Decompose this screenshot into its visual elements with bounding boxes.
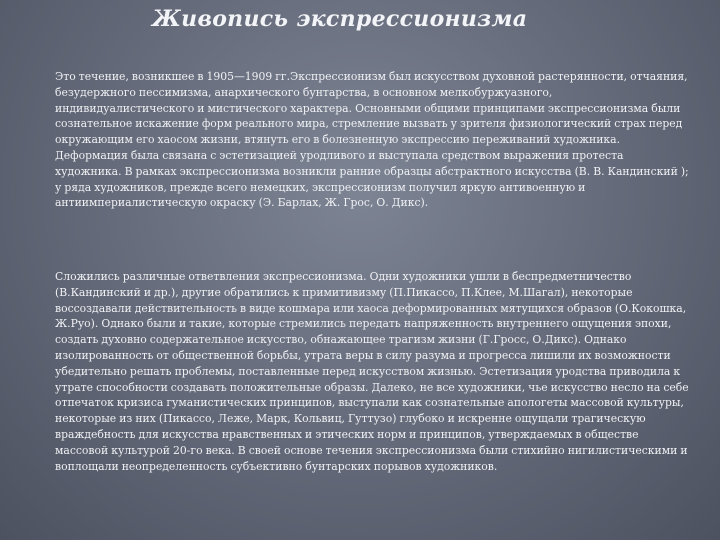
slide-paragraph-2: Сложились различные ответвления экспрессионизма. Одни художники ушли в беспредметничество (В.Кандинский и др.), другие обратились к примитивизму (П.Пикассо, П.Клее, М.Шагал), некоторые воссоздавали действительность в виде кошмара или хаоса деформированных мятущихся образов (О.Кокошка, Ж.Руо). Однако были и такие, которые стремились передать напряженность внутреннего ощущения эпохи, создать духовно содержательное искусство, обнажающее трагизм жизни (Г.Гросс, О.Дикс). Однако изолированность от общественной борьбы, утрата веры в силу разума и прогресса лишили их возможности убедительно решать проблемы, поставленные перед искусством жизнью. Эстетизация уродства приводила к утрате способности создавать положительные образы. Далеко, не все художники, чье искусство несло на себе отпечаток кризиса гуманистических принципов, выступали как сознательные апологеты массовой культуры, некоторые из них (Пикассо, Леже, Марк, Кольвиц, Гуттузо) глубоко и искренне ощущали трагическую враждебность для искусства нравственных и этических норм и принципов, утверждаемых в обществе массовой культурой 20-го века. В своей основе течения экспрессионизма были стихийно нигилистическими и воплощали неопределенность субъективно бунтарских порывов художников. bbox=[55, 270, 689, 473]
slide-title: Живопись экспрессионизма bbox=[152, 6, 528, 32]
slide-paragraph-1: Это течение, возникшее в 1905—1909 гг.Экспрессионизм был искусством духовной растерянности, отчаяния, безудержного пессимизма, анархического бунтарства, в основном мелкобуржуазного, индивидуалистического и мистического характера. Основными общими принципами экспрессионизма были сознательное искажение форм реального мира, стремление вызвать у зрителя физиологический страх перед окружающим его хаосом жизни, втянуть его в болезненную экспрессию переживаний художника. Деформация была связана с эстетизацией уродливого и выступала средством выражения протеста художника. В рамках экспрессионизма возникли ранние образцы абстрактного искусства (В. В. Кандинский ); у ряда художников, прежде всего немецких, экспрессионизм получил яркую антивоенную и антиимпериалистическую окраску (Э. Барлах, Ж. Грос, О. Дикс). bbox=[55, 70, 689, 210]
